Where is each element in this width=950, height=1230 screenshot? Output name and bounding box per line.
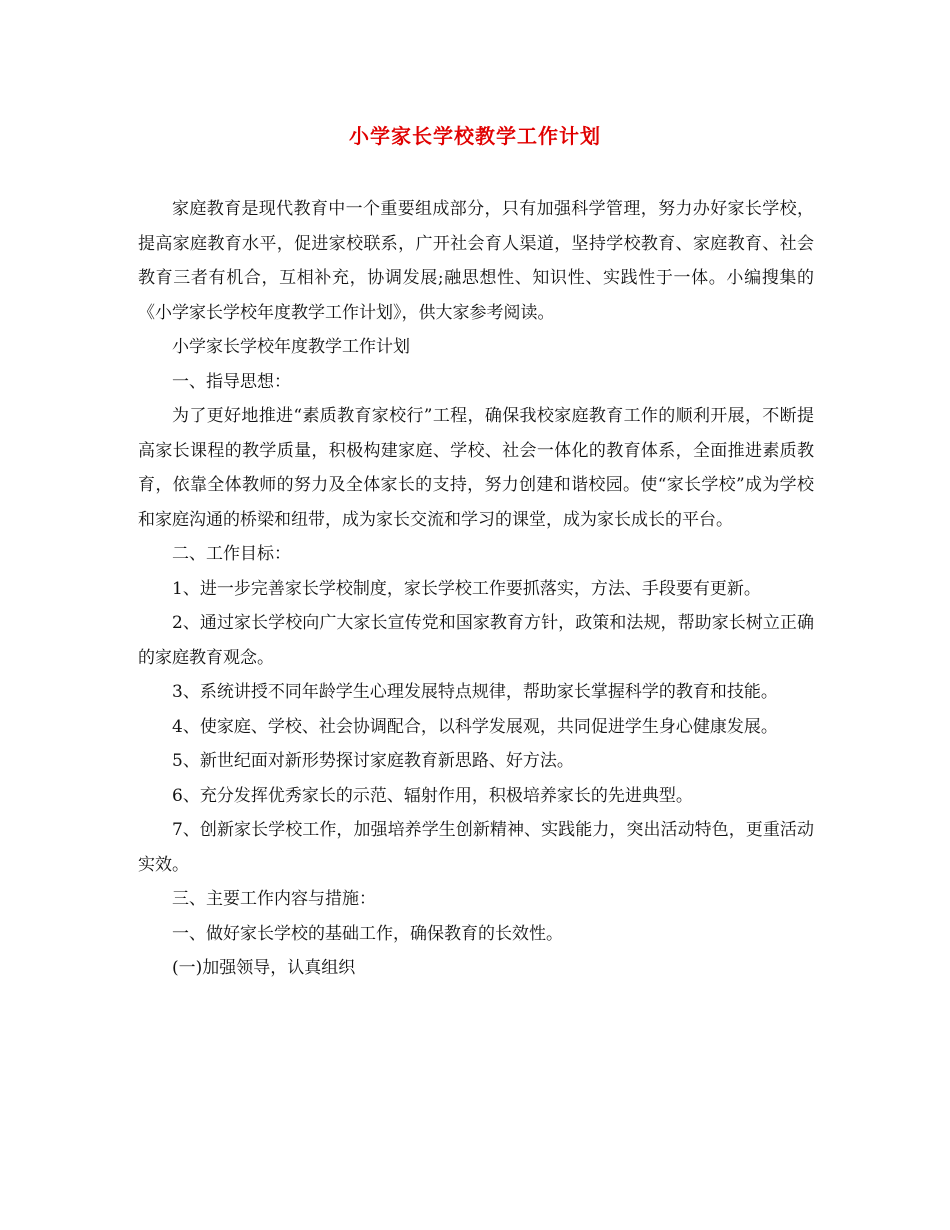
goal-item-6: 6、充分发挥优秀家长的示范、辐射作用，积极培养家长的先进典型。 [172,785,693,806]
heading-main-content: 三、主要工作内容与措施： [172,889,376,909]
heading-work-goals: 二、工作目标： [172,544,291,564]
document-body [138,192,814,986]
goal-item-3: 3、系统讲授不同年龄学生心理发展特点规律，帮助家长掌握科学的教育和技能。 [172,682,778,702]
goal-item-7: 7、创新家长学校工作，加强培养学生创新精神、实践能力，突出活动特色，更重活动实效。 [138,820,814,875]
document-title: 小学家长学校教学工作计划 [349,124,601,148]
goal-item-5: 5、新世纪面对新形势探讨家庭教育新思路、好方法。 [172,751,574,771]
goal-item-4: 4、使家庭、学校、社会协调配合，以科学发展观，共同促进学生身心健康发展。 [172,716,778,737]
goal-item-1: 1、进一步完善家长学校制度，家长学校工作要抓落实，方法、手段要有更新。 [172,578,761,599]
subheading-basic-work: 一、做好家长学校的基础工作，确保教育的长效性。 [172,923,563,944]
paragraph-intro: 家庭教育是现代教育中一个重要组成部分，只有加强科学管理，努力办好家长学校，提高家庭教育水平，促进家校联系，广开社会育人渠道，坚持学校教育、家庭教育、社会教育三者有机合，互相补充，协调发展;融思想性、知识性、实践性于一体。小编搜集的《小学家长学校年度教学工作计划》，供大家参考阅读。 [138,199,814,323]
subheading-leadership: (一)加强领导，认真组织 [172,958,356,978]
paragraph-guiding-ideology: 为了更好地推进“素质教育家校行”工程，确保我校家庭教育工作的顺利开展，不断提高家长课程的教学质量，积极构建家庭、学校、社会一体化的教育体系，全面推进素质教育，依靠全体教师的努力及全体家长的支持，努力创建和谐校园。使“家长学校”成为学校和家庭沟通的桥梁和纽带，成为家长交流和学习的课堂，成为家长成长的平台。 [138,406,814,530]
paragraph-plan-name: 小学家长学校年度教学工作计划 [172,337,410,357]
heading-guiding-ideology: 一、指导思想： [172,371,291,392]
goal-item-2: 2、通过家长学校向广大家长宣传党和国家教育方针，政策和法规，帮助家长树立正确的家庭教育观念。 [138,613,814,668]
